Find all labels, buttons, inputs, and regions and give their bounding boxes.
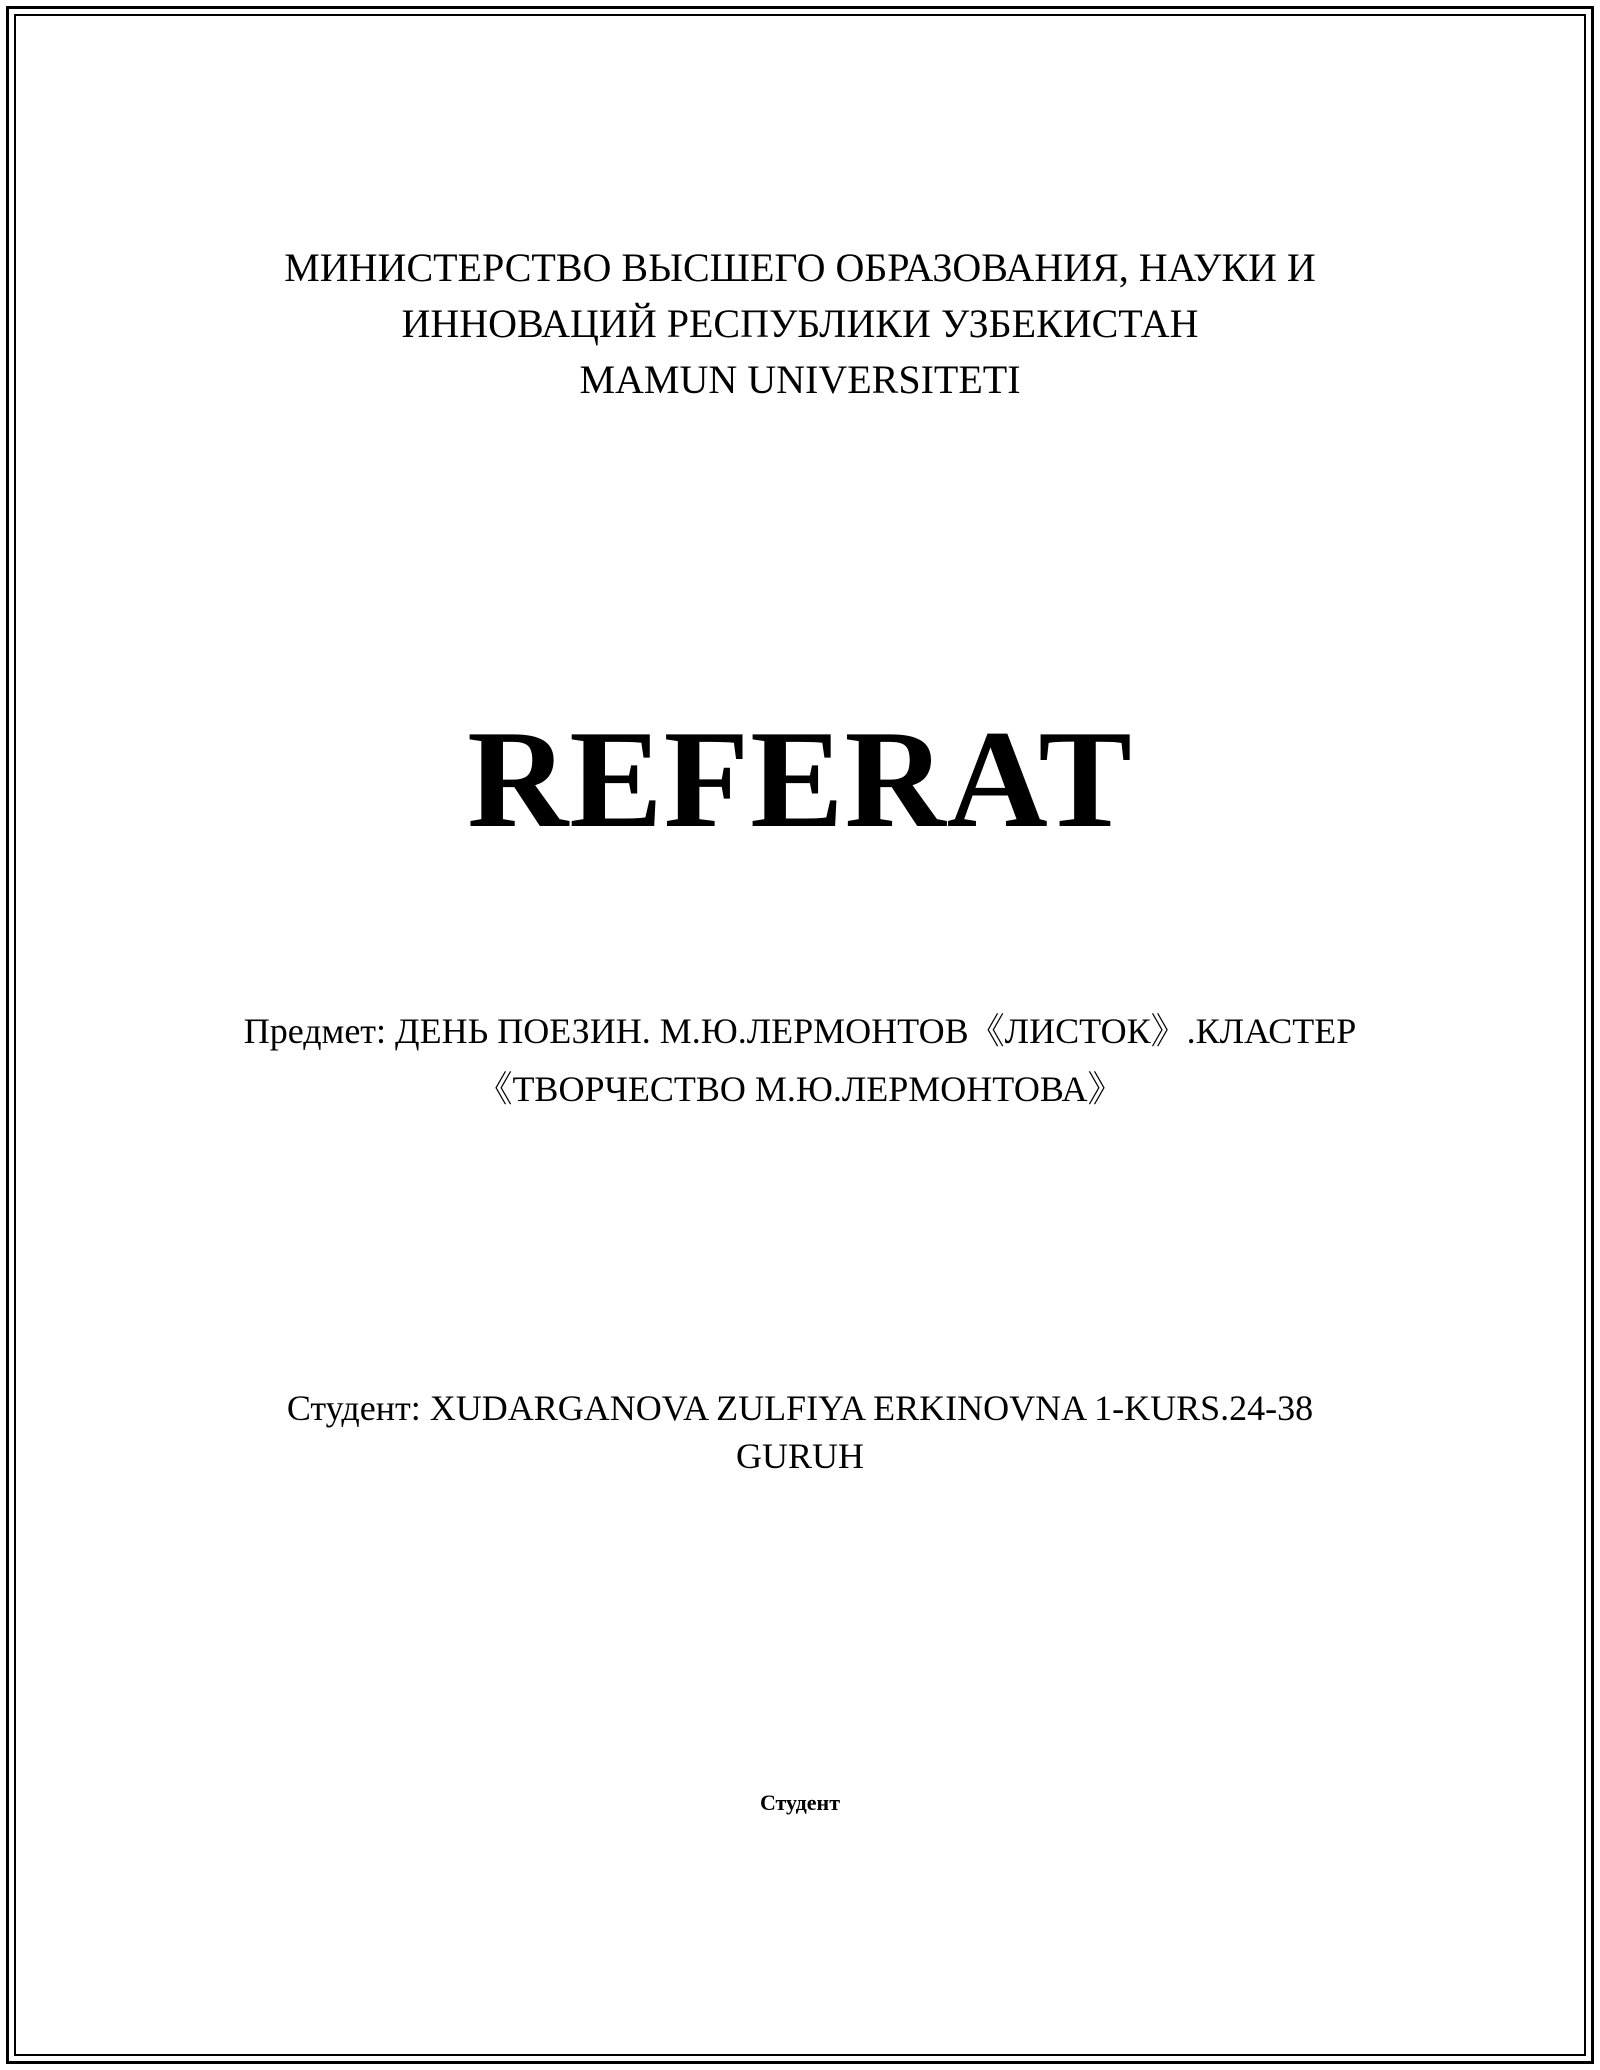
- university-name: MAMUN UNIVERSITETI: [579, 357, 1021, 402]
- footer-student-label: Студент: [759, 1790, 841, 1815]
- subject-line-1: Предмет: ДЕНЬ ПОЕЗИН. М.Ю.ЛЕРМОНТОВ《ЛИСТОК》.КЛАСТЕР: [243, 1011, 1357, 1051]
- institution-line-1: МИНИСТЕРСТВО ВЫСШЕГО ОБРАЗОВАНИЯ, НАУКИ И: [284, 245, 1316, 290]
- student-line-2: GURUH: [735, 1436, 864, 1476]
- institution-header: [0, 240, 1600, 408]
- institution-line-2: ИННОВАЦИЙ РЕСПУБЛИКИ УЗБЕКИСТАН: [401, 301, 1199, 346]
- subject-line-2: 《ТВОРЧЕСТВО М.Ю.ЛЕРМОНТОВА》: [476, 1069, 1124, 1109]
- subject-block: [0, 1002, 1600, 1118]
- student-line-1: Студент: XUDARGANOVA ZULFIYA ERKINOVNA 1-KURS.24-38: [286, 1388, 1314, 1428]
- student-block: [0, 1384, 1600, 1480]
- document-title: REFERAT: [467, 702, 1133, 857]
